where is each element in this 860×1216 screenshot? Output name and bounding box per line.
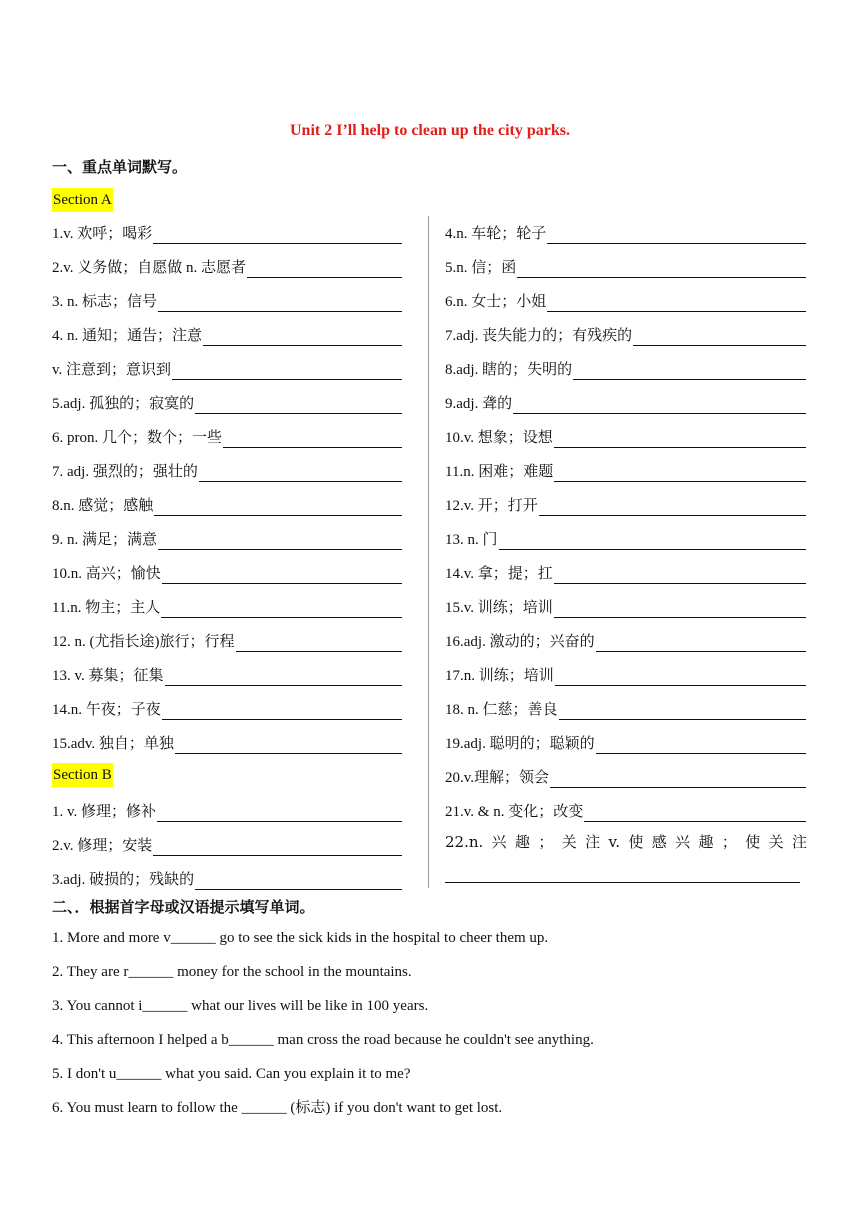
- vocab-right-21: [445, 802, 806, 822]
- vocab-right-11: [445, 462, 806, 482]
- vocab-a-2-label: 2.v. 义务做；自愿做 n. 志愿者: [52, 260, 247, 276]
- vocab-a-8-blank[interactable]: [199, 465, 402, 482]
- item22-part: v.: [608, 833, 620, 851]
- item22-part: 兴: [675, 833, 691, 851]
- vocab-right-17-blank[interactable]: [555, 669, 806, 686]
- sentence-4: 4. This afternoon I helped a b______ man cross the road because he couldn't see anything.: [52, 1032, 594, 1048]
- sentence-2: 2. They are r______ money for the school in the mountains.: [52, 964, 412, 980]
- vocab-a-8: [52, 462, 402, 482]
- vocab-a-14: [52, 666, 402, 686]
- vocab-a-5: [52, 360, 402, 380]
- vocab-a-2-blank[interactable]: [247, 261, 402, 278]
- vocab-b-2-label: 2.v. 修理；安装: [52, 838, 153, 854]
- item22-part: 使: [745, 833, 761, 851]
- vocab-a-3-blank[interactable]: [158, 295, 402, 312]
- vocab-right-14-blank[interactable]: [554, 567, 806, 584]
- vocab-right-18-label: 18. n. 仁慈；善良: [445, 702, 558, 718]
- vocab-right-4: [445, 224, 806, 244]
- vocab-right-10-blank[interactable]: [554, 431, 806, 448]
- vocab-right-13-label: 13. n. 门: [445, 532, 498, 548]
- vocab-right-21-blank[interactable]: [584, 805, 806, 822]
- vocab-a-8-label: 7. adj. 强烈的；强壮的: [52, 464, 198, 480]
- vocab-b-3-label: 3.adj. 破损的；残缺的: [52, 872, 195, 888]
- vocab-a-12-label: 11.n. 物主；主人: [52, 600, 161, 616]
- vocab-right-5-blank[interactable]: [517, 261, 806, 278]
- vocab-a-13-label: 12. n. (尤指长途)旅行；行程: [52, 634, 235, 650]
- vocab-a-7: [52, 428, 402, 448]
- vocab-right-8: [445, 360, 806, 380]
- vocab-a-15-label: 14.n. 午夜；子夜: [52, 702, 161, 718]
- vocab-a-3-label: 3. n. 标志；信号: [52, 294, 158, 310]
- item22-part: 关: [561, 833, 577, 851]
- item22-part: 感: [651, 833, 667, 851]
- vocab-right-4-blank[interactable]: [547, 227, 806, 244]
- vocab-right-8-label: 8.adj. 瞎的；失明的: [445, 362, 573, 378]
- vocab-a-12: [52, 598, 402, 618]
- vocab-a-6: [52, 394, 402, 414]
- item22-part: 注: [585, 833, 601, 851]
- vocab-right-9: [445, 394, 806, 414]
- vocab-a-1: [52, 224, 402, 244]
- vocab-a-9-label: 8.n. 感觉；感触: [52, 498, 154, 514]
- vocab-right-7: [445, 326, 806, 346]
- sentence-6: 6. You must learn to follow the ______ (标志) if you don't want to get lost.: [52, 1100, 503, 1116]
- item22-part: ；: [538, 833, 554, 851]
- vocab-right-19: [445, 734, 806, 754]
- section-a-label: Section A: [52, 188, 113, 212]
- vocab-a-1-label: 1.v. 欢呼；喝彩: [52, 226, 153, 242]
- vocab-right-21-label: 21.v. & n. 变化；改变: [445, 804, 584, 820]
- vocab-right-16: [445, 632, 806, 652]
- vocab-right-17: [445, 666, 806, 686]
- vocab-a-1-blank[interactable]: [153, 227, 402, 244]
- vocab-right-15-label: 15.v. 训练；培训: [445, 600, 553, 616]
- vocab-right-9-blank[interactable]: [513, 397, 806, 414]
- vocab-right-5-label: 5.n. 信；函: [445, 260, 517, 276]
- vocab-a-6-blank[interactable]: [195, 397, 402, 414]
- vocab-a-16-label: 15.adv. 独自；单独: [52, 736, 174, 752]
- vocab-a-14-blank[interactable]: [165, 669, 402, 686]
- page-title: Unit 2 I’ll help to clean up the city parks.: [289, 122, 570, 139]
- vocab-a-4-label: 4. n. 通知；通告；注意: [52, 328, 203, 344]
- vocab-a-5-label: v. 注意到；意识到: [52, 362, 172, 378]
- vocab-a-10-blank[interactable]: [158, 533, 402, 550]
- vocab-right-11-label: 11.n. 困难；难题: [445, 464, 554, 480]
- vocab-a-16-blank[interactable]: [175, 737, 402, 754]
- item22-part: 趣: [515, 833, 531, 851]
- vocab-right-10: [445, 428, 806, 448]
- vocab-b-1-blank[interactable]: [157, 805, 402, 822]
- vocab-right-20-blank[interactable]: [550, 771, 806, 788]
- sentence-1: 1. More and more v______ go to see the sick kids in the hospital to cheer them up.: [52, 930, 549, 946]
- vocab-a-7-label: 6. pron. 几个；数个；一些: [52, 430, 222, 446]
- vocab-right-19-label: 19.adj. 聪明的；聪颖的: [445, 736, 595, 752]
- vocab-right-13-blank[interactable]: [499, 533, 806, 550]
- vocab-right-12: [445, 496, 806, 516]
- vocab-a-10: [52, 530, 402, 550]
- vocab-right-12-label: 12.v. 开；打开: [445, 498, 538, 514]
- vocab-b-2-blank[interactable]: [153, 839, 402, 856]
- part2-heading: 二、．根据首字母或汉语提示填写单词。: [52, 898, 315, 916]
- vocab-right-6-label: 6.n. 女士；小姐: [445, 294, 547, 310]
- vocab-a-11: [52, 564, 402, 584]
- vocab-right-6-blank[interactable]: [547, 295, 806, 312]
- vocab-a-14-label: 13. v. 募集；征集: [52, 668, 164, 684]
- section-b-label: Section B: [52, 763, 113, 787]
- vocab-right-13: [445, 530, 806, 550]
- item22-part: 22.n.: [445, 833, 484, 851]
- item22-part: 趣: [698, 833, 714, 851]
- item22-part: 注: [791, 833, 807, 851]
- sentence-5: 5. I don't u______ what you said. Can you explain it to me?: [52, 1066, 411, 1082]
- vocab-a-16: [52, 734, 402, 754]
- vocab-right-4-label: 4.n. 车轮；轮子: [445, 226, 547, 242]
- vocab-b-2: [52, 836, 402, 856]
- vocab-right-14: [445, 564, 806, 584]
- vocab-a-5-blank[interactable]: [172, 363, 402, 380]
- vocab-a-11-label: 10.n. 高兴；愉快: [52, 566, 161, 582]
- vocab-right-16-blank[interactable]: [596, 635, 806, 652]
- vocab-right-15: [445, 598, 806, 618]
- vocab-right-18: [445, 700, 806, 720]
- vocab-right-20-label: 20.v.理解；领会: [445, 770, 550, 786]
- vocab-item-22-blank[interactable]: [445, 866, 800, 883]
- vocab-right-16-label: 16.adj. 激动的；兴奋的: [445, 634, 595, 650]
- vocab-a-9: [52, 496, 402, 516]
- vocab-a-2: [52, 258, 402, 278]
- vocab-a-15-blank[interactable]: [162, 703, 402, 720]
- vocab-right-17-label: 17.n. 训练；培训: [445, 668, 554, 684]
- vocab-right-18-blank[interactable]: [559, 703, 806, 720]
- vocab-right-7-blank[interactable]: [633, 329, 806, 346]
- vocab-right-6: [445, 292, 806, 312]
- vocab-right-15-blank[interactable]: [554, 601, 806, 618]
- vocab-a-12-blank[interactable]: [161, 601, 402, 618]
- vocab-b-3-blank[interactable]: [195, 873, 402, 890]
- item22-part: ；: [721, 833, 737, 851]
- vocab-a-7-blank[interactable]: [223, 431, 402, 448]
- vocab-item-22: [445, 832, 807, 852]
- vocab-b-1: [52, 802, 402, 822]
- vocab-a-10-label: 9. n. 满足；满意: [52, 532, 158, 548]
- vocab-right-9-label: 9.adj. 聋的: [445, 396, 513, 412]
- column-divider: [428, 216, 429, 888]
- vocab-right-8-blank[interactable]: [573, 363, 806, 380]
- part1-heading: 一、重点单词默写。: [52, 158, 188, 176]
- vocab-right-12-blank[interactable]: [539, 499, 806, 516]
- item22-part: 使: [628, 833, 644, 851]
- vocab-a-13-blank[interactable]: [236, 635, 403, 652]
- vocab-right-20: [445, 768, 806, 788]
- vocab-right-19-blank[interactable]: [596, 737, 806, 754]
- vocab-a-4-blank[interactable]: [203, 329, 402, 346]
- vocab-right-10-label: 10.v. 想象；设想: [445, 430, 553, 446]
- vocab-right-7-label: 7.adj. 丧失能力的；有残疾的: [445, 328, 633, 344]
- vocab-b-3: [52, 870, 402, 890]
- vocab-right-11-blank[interactable]: [554, 465, 806, 482]
- vocab-right-5: [445, 258, 806, 278]
- vocab-right-14-label: 14.v. 拿；提；扛: [445, 566, 553, 582]
- vocab-a-9-blank[interactable]: [154, 499, 402, 516]
- vocab-a-11-blank[interactable]: [162, 567, 402, 584]
- vocab-b-1-label: 1. v. 修理；修补: [52, 804, 157, 820]
- vocab-a-15: [52, 700, 402, 720]
- vocab-a-3: [52, 292, 402, 312]
- sentence-3: 3. You cannot i______ what our lives will be like in 100 years.: [52, 998, 429, 1014]
- item22-part: 兴: [491, 833, 507, 851]
- item22-part: 关: [768, 833, 784, 851]
- vocab-a-4: [52, 326, 402, 346]
- vocab-a-13: [52, 632, 402, 652]
- vocab-a-6-label: 5.adj. 孤独的；寂寞的: [52, 396, 195, 412]
